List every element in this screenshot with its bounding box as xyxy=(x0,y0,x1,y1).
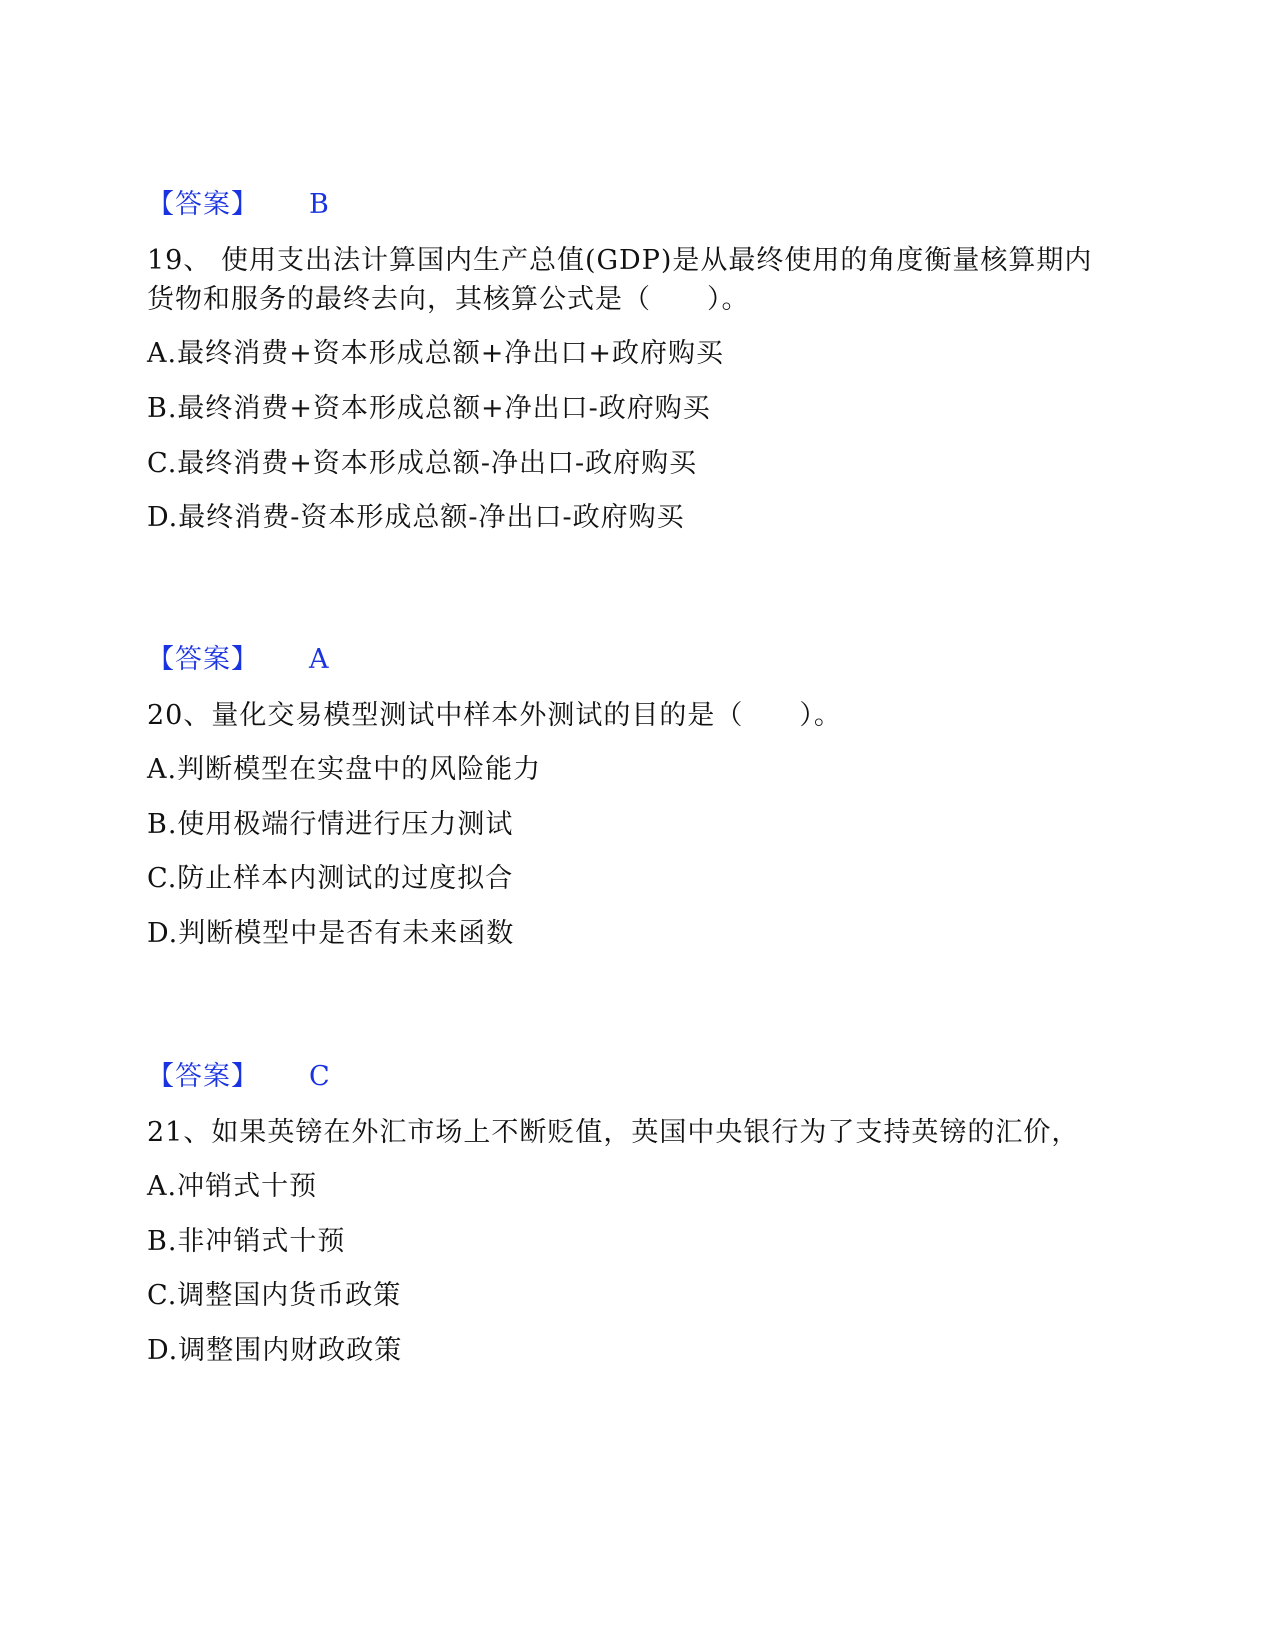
question-21-option-c: C.调整国内货币政策 xyxy=(147,1280,402,1311)
question-19-option-c: C.最终消费+资本形成总额-净出口-政府购买 xyxy=(147,448,698,479)
question-20-option-c: C.防止样本内测试的过度拟合 xyxy=(147,863,514,894)
question-19-option-b: B.最终消费+资本形成总额+净出口-政府购买 xyxy=(147,393,711,424)
question-20-option-d: D.判断模型中是否有未来函数 xyxy=(147,918,515,949)
question-21-option-a: A.冲销式十预 xyxy=(147,1171,318,1202)
question-20-option-b: B.使用极端行情进行压力测试 xyxy=(147,809,514,840)
answer-value: C xyxy=(309,1061,331,1092)
question-19-option-a: A.最终消费+资本形成总额+净出口+政府购买 xyxy=(147,338,724,369)
question-19-line-1: 19、 使用支出法计算国内生产总值(GDP)是从最终使用的角度衡量核算期内 xyxy=(147,245,1093,276)
answer-label: 【答案】 xyxy=(147,189,259,220)
question-21-option-b: B.非冲销式十预 xyxy=(147,1226,346,1257)
answer-label: 【答案】 xyxy=(147,644,259,675)
question-21-option-d: D.调整围内财政政策 xyxy=(147,1335,403,1366)
question-21-line-1: 21、如果英镑在外汇市场上不断贬值，英国中央银行为了支持英镑的汇价， xyxy=(147,1117,1080,1148)
question-20-line-1: 20、量化交易模型测试中样本外测试的目的是（ ）。 xyxy=(147,700,842,731)
question-20-option-a: A.判断模型在实盘中的风险能力 xyxy=(147,754,542,785)
answer-label: 【答案】 xyxy=(147,1061,259,1092)
answer-line xyxy=(147,188,330,222)
question-19-line-2: 货物和服务的最终去向，其核算公式是（ ）。 xyxy=(147,284,750,315)
question-19-option-d: D.最终消费-资本形成总额-净出口-政府购买 xyxy=(147,502,685,533)
answer-line xyxy=(147,1060,331,1094)
answer-value: B xyxy=(309,189,330,220)
answer-value: A xyxy=(309,644,330,675)
answer-line xyxy=(147,643,330,677)
